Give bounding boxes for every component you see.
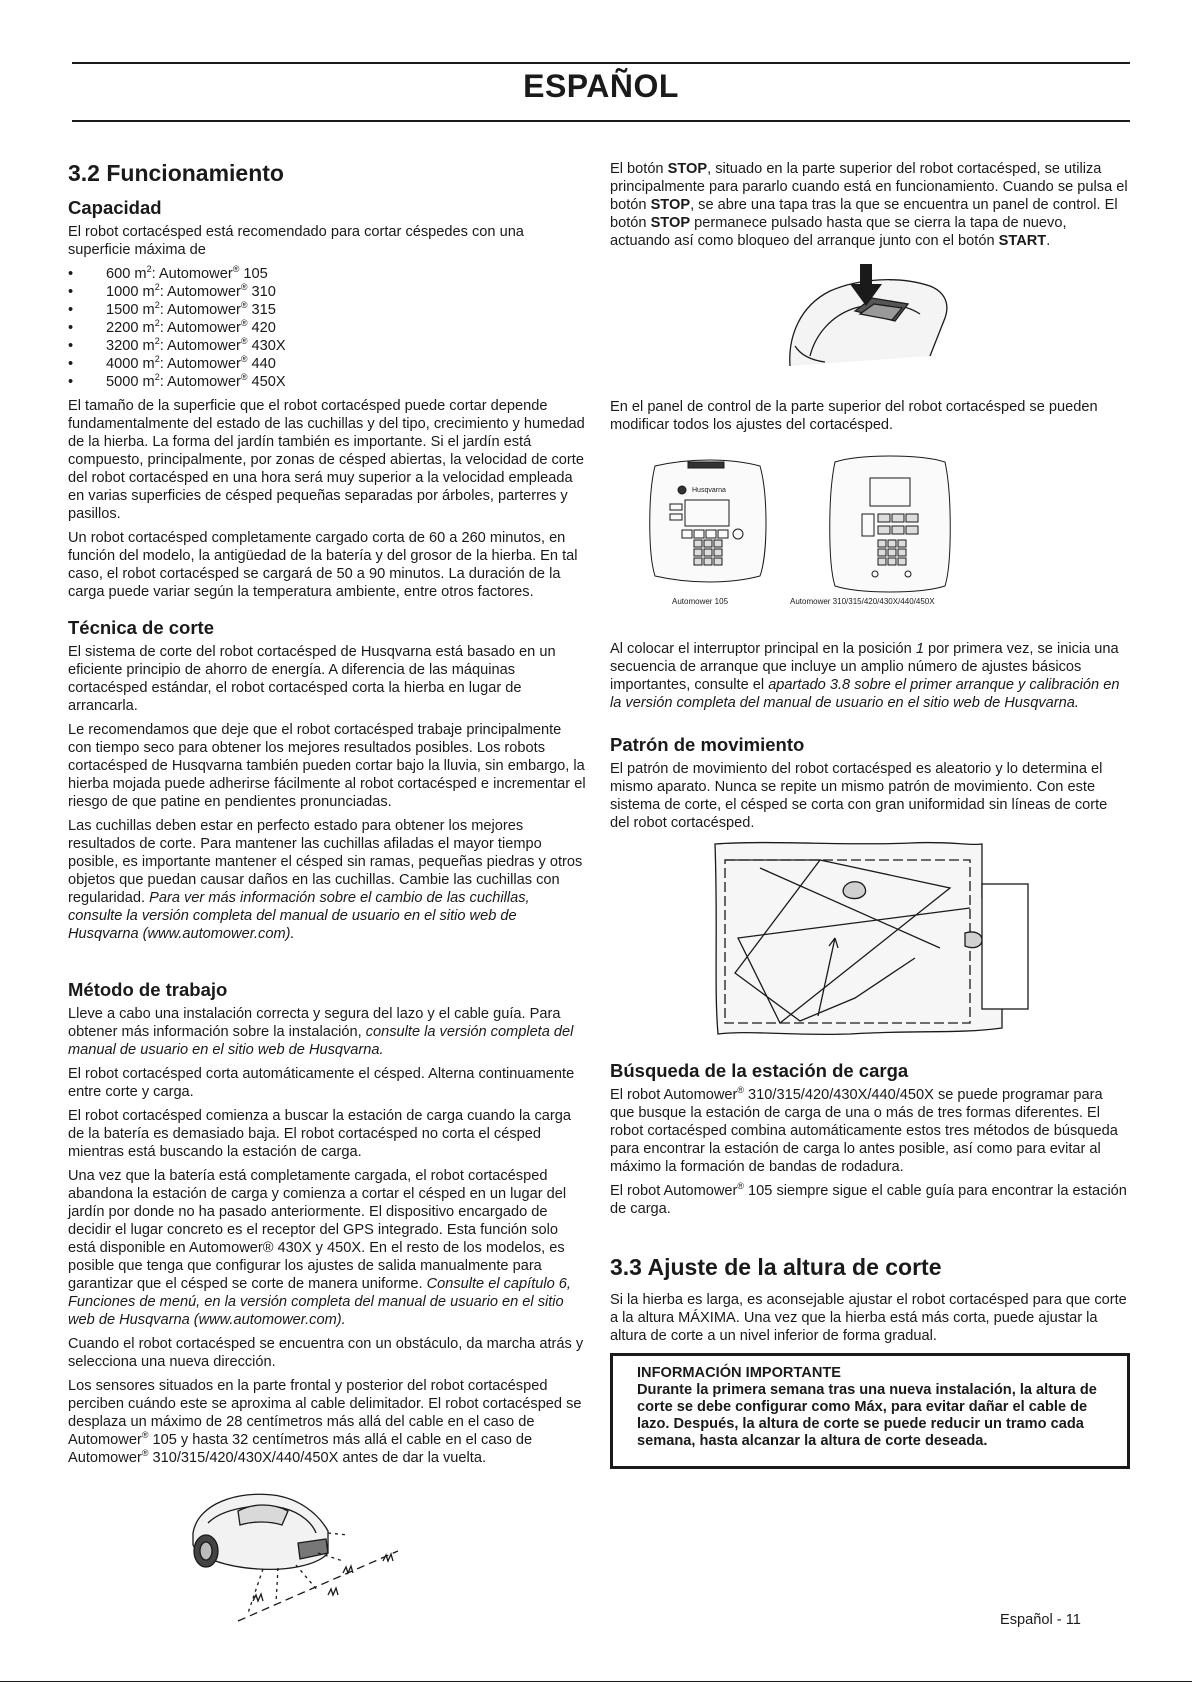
list-item: • 600 $m^2$: Automower® 105 bbox=[68, 265, 586, 283]
capacity-list bbox=[68, 265, 586, 391]
page-title: ESPAÑOL bbox=[523, 68, 679, 104]
start-sequence-paragraph: Al colocar el interruptor principal en la posición 1 por primera vez, se inicia una secuencia de arranque que incluye un amplio número de ajustes básicos importantes, consulte el apartado 3.8 sobre el primer arranque y calibración en la versión completa del manual de usuario en el sitio web de Husqvarna. bbox=[610, 641, 1120, 711]
list-item: • 3200 $m^2$: Automower® 430X bbox=[68, 337, 586, 355]
heading-busqueda: Búsqueda de la estación de carga bbox=[610, 1060, 909, 1081]
heading-capacidad: Capacidad bbox=[68, 197, 162, 218]
tecnica-paragraph-2: Le recomendamos que deje que el robot cortacésped trabaje principalmente con tiempo seco para obtener los mejores resultados posibles. Los robots cortacésped de Husqvarna también pueden cortar bajo la lluvia, sin embargo, la hierba mojada puede adherirse fácilmente al robot cortacésped e incrementar el riesgo de que patine en pendientes pronunciadas. bbox=[68, 722, 586, 810]
page-number: Español - 11 bbox=[1000, 1612, 1081, 1628]
important-info-box bbox=[610, 1353, 1130, 1469]
capacidad-paragraph-2: Un robot cortacésped completamente cargado corta de 60 a 260 minutos, en función del modelo, la antigüedad de la batería y del grosor de la hierba. En tal caso, el robot cortacésped se cargará de 50 a 90 minutos. La duración de la carga puede variar según la temperatura ambiente, entre otros factores. bbox=[68, 530, 578, 600]
footer-rule bbox=[0, 1681, 1192, 1682]
metodo-paragraph-1: Lleve a cabo una instalación correcta y segura del lazo y el cable guía. Para obtener más información sobre la instalación, consulte la versión completa del manual de usuario en el sitio web de Husqvarna. bbox=[68, 1006, 574, 1058]
metodo-paragraph-3: El robot cortacésped comienza a buscar la estación de carga cuando la carga de la batería es demasiado baja. El robot cortacésped no corta el césped mientras está buscando la estación de carga. bbox=[68, 1108, 571, 1160]
section-title-altura: 3.3 Ajuste de la altura de corte bbox=[610, 1254, 942, 1280]
metodo-paragraph-4: Una vez que la batería está completamente cargada, el robot cortacésped abandona la estación de carga y comienza a cortar el césped en un lugar del jardín por donde no ha pasado anteriormente. El dispositivo encargado de decidir el lugar concreto es el receptor del GPS integrado. Esta función solo está disponible en Automower® 430X y 450X. En el resto de los modelos, es posible que tenga que configurar los ajustes de salida manualmente para garantizar que el césped se corte de manera uniforme. Consulte el capítulo 6, Funciones de menú, en la versión completa del manual de usuario en el sitio web de Husqvarna (www.automower.com). bbox=[68, 1168, 571, 1328]
list-item: • 1000 $m^2$: Automower® 310 bbox=[68, 283, 586, 301]
header-bottom-rule bbox=[72, 120, 1130, 122]
patron-paragraph: El patrón de movimiento del robot cortacésped es aleatorio y lo determina el mismo aparato. Nunca se repite un mismo patrón de movimiento. Con este sistema de corte, el césped se corta con gran uniformidad sin líneas de corte del robot cortacésped. bbox=[610, 761, 1108, 831]
header-top-rule bbox=[72, 62, 1130, 64]
section-title-funcionamiento: 3.2 Funcionamiento bbox=[68, 160, 284, 186]
altura-paragraph: Si la hierba es larga, es aconsejable ajustar el robot cortacésped para que corte a la altura MÁXIMA. Una vez que la hierba está más corta, puede ajustar la altura de corte a un nivel inferior de forma gradual. bbox=[610, 1292, 1127, 1344]
important-info-title: INFORMACIÓN IMPORTANTE bbox=[637, 1365, 842, 1381]
stop-button-illustration bbox=[610, 256, 1130, 376]
heading-tecnica: Técnica de corte bbox=[68, 617, 215, 638]
stop-button-paragraph: El botón STOP, situado en la parte superior del robot cortacésped, se utiliza principalmente para pararlo cuando está en funcionamiento. Cuando se pulsa el botón STOP, se abre una tapa tras la que se encuentra un panel de control. El botón STOP permanece pulsado hasta que se cierra la tapa de nuevo, actuando así como bloqueo del arranque junto con el botón START. bbox=[610, 161, 1128, 249]
important-info-text: Durante la primera semana tras una nueva instalación, la altura de corte se debe configurar como Máx, para evitar dañar el cable de lazo. Después, la altura de corte se puede reducir un tramo cada semana, hasta alcanzar la altura de corte deseada. bbox=[637, 1382, 1097, 1449]
svg-text:Husqvarna: Husqvarna bbox=[692, 487, 726, 494]
metodo-paragraph-6: Los sensores situados en la parte frontal y posterior del robot cortacésped perciben cuándo este se aproxima al cable delimitador. El robot cortacésped se desplaza un máximo de 28 centímetros más allá del cable en el caso de Automower® 105 y hasta 32 centímetros más allá el cable en el caso de Automower® 310/315/420/430X/440/450X antes de dar la vuelta. bbox=[68, 1378, 582, 1466]
heading-patron: Patrón de movimiento bbox=[610, 734, 805, 755]
panel-paragraph: En el panel de control de la parte superior del robot cortacésped se pueden modificar todos los ajustes del cortacésped. bbox=[610, 399, 1098, 433]
panel-caption-310-450x: Automower 310/315/420/430X/440/450X bbox=[790, 597, 935, 606]
list-item: • 5000 $m^2$: Automower® 450X bbox=[68, 373, 586, 391]
tecnica-paragraph-1: El sistema de corte del robot cortacésped de Husqvarna está basado en un eficiente principio de ahorro de energía. A diferencia de las máquinas cortacésped estándar, el robot cortacésped corta la hierba en lugar de arrancarla. bbox=[68, 644, 556, 714]
list-item: • 1500 $m^2$: Automower® 315 bbox=[68, 301, 586, 319]
busqueda-paragraph-2: El robot Automower® 105 siempre sigue el cable guía para encontrar la estación de carga. bbox=[610, 1181, 1127, 1217]
left-column bbox=[68, 160, 586, 1623]
list-item: • 2200 $m^2$: Automower® 420 bbox=[68, 319, 586, 337]
metodo-paragraph-5: Cuando el robot cortacésped se encuentra con un obstáculo, da marcha atrás y selecciona una nueva dirección. bbox=[68, 1336, 584, 1370]
panel-caption-105: Automower 105 bbox=[672, 597, 729, 606]
busqueda-paragraph-1: El robot Automower® 310/315/420/430X/440/450X se puede programar para que busque la estación de carga de una o más de tres formas diferentes. El robot cortacésped combina automáticamente estos tres métodos de búsqueda para encontrar la estación de carga lo antes posible, así como para evitar al máximo la formación de bandas de rodadura. bbox=[610, 1085, 1118, 1175]
heading-metodo: Método de trabajo bbox=[68, 979, 228, 1000]
capacidad-paragraph-1: El tamaño de la superficie que el robot cortacésped puede cortar depende fundamentalmente del estado de las cuchillas y del tipo, crecimiento y humedad de la hierba. La forma del jardín también es importante. Si el jardín está compuesto, principalmente, por zonas de césped abiertas, la velocidad de corte del robot cortacésped en una hora será muy superior a la velocidad empleada en varias superficies de césped pequeñas separadas por árboles, parterres y pasillos. bbox=[68, 398, 585, 522]
right-column bbox=[610, 160, 1130, 1469]
metodo-paragraph-2: El robot cortacésped corta automáticamente el césped. Alterna continuamente entre corte y carga. bbox=[68, 1066, 575, 1100]
capacidad-intro: El robot cortacésped está recomendado para cortar céspedes con una superficie máxima de bbox=[68, 224, 524, 258]
control-panels-illustration bbox=[610, 454, 1130, 614]
list-item: • 4000 $m^2$: Automower® 440 bbox=[68, 355, 586, 373]
movement-pattern-diagram bbox=[610, 838, 1130, 1048]
mower-sensor-illustration bbox=[178, 1473, 438, 1623]
tecnica-paragraph-3: Las cuchillas deben estar en perfecto estado para obtener los mejores resultados de corte. Para mantener las cuchillas afiladas el mayor tiempo posible, es importante mantener el césped sin ramas, pequeñas piedras y otros objetos que puedan causar daños en las cuchillas. Cambie las cuchillas con regularidad. Para ver más información sobre el cambio de las cuchillas, consulte la versión completa del manual de usuario en el sitio web de Husqvarna (www.automower.com). bbox=[68, 818, 583, 942]
